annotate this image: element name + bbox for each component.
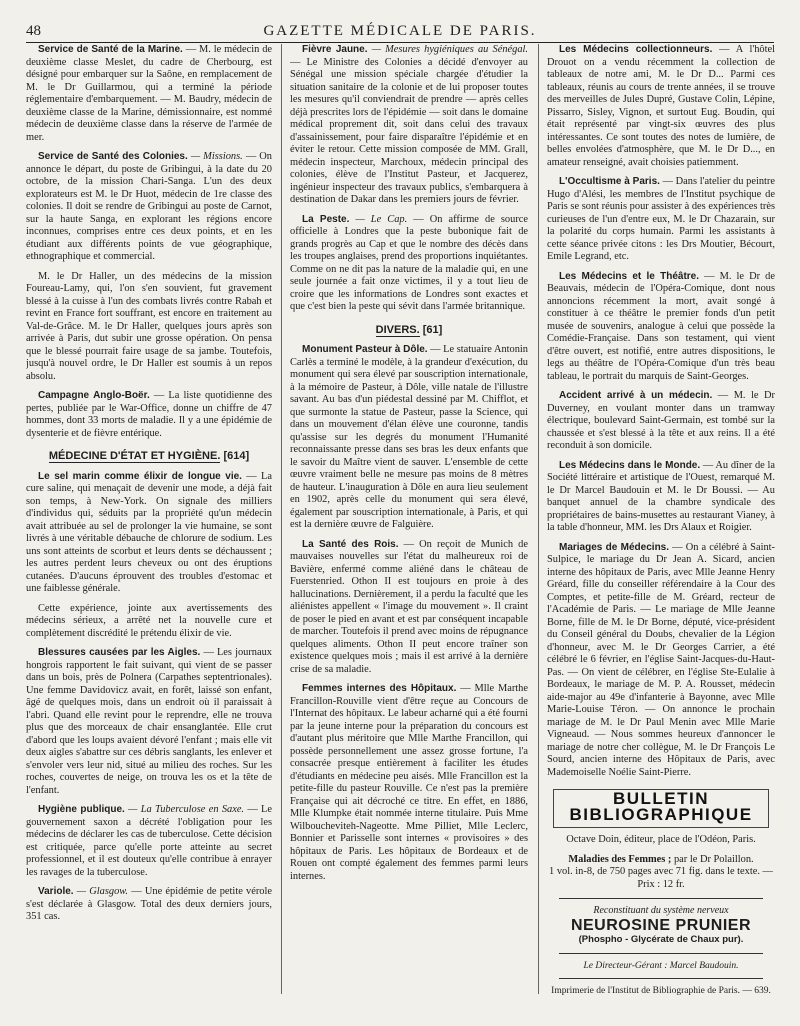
article-monde: Les Médecins dans le Monde. — Au dîner de la Société littéraire et artistique de l'Ouest, remarqué M. le Dr Marcel Baudouin et M. le Dr Boussi. — Au banquet annuel de la chambre syndicale des propriétaires de bains-musettes au restaurant Vianey, à la table d'honneur, MM. les Drs Alaux et Roigier.	[547, 459, 775, 533]
page-number: 48	[26, 23, 41, 39]
section-heading: MÉDECINE D'ÉTAT ET HYGIÈNE. [614]	[48, 450, 250, 462]
bulletin-publisher: Octave Doin, éditeur, place de l'Odéon, Paris.	[566, 834, 756, 845]
article-variole: Variole. — Glasgow. — Une épidémie de petite vérole s'est déclarée à Glasgow. Total des deux derniers jours, 351 cas.	[26, 886, 272, 922]
column-divider	[538, 44, 539, 994]
divider	[559, 953, 763, 954]
article-marine: Service de Santé de la Marine. — M. le médecin de deuxième classe Meslet, du cadre de Cherbourg, est désigné pour embarquer sur la Saône, en remplacement de M. le Dr Guillarmou, qui a terminé la période réglementaire d'embarquement. — M. Baudry, médecin de deuxième classe de la Marine, démissionnaire, est nommé médecin de deuxième classe dans la réserve de l'armée de mer.	[26, 44, 272, 143]
article-mariages: Mariages de Médecins. — On a célébré à Saint-Sulpice, le mariage du Dr Jean A. Sicard, ancien interne des hôpitaux de Paris, avec Mlle Jeanne Henry Gréard, fille du conseiller référendaire à la Cour des Comptes, et petite-fille de M. Gréard, recteur de l'Académie de Paris. — Le mariage de Mlle Jeanne Borne, fille de M. le Dr Borne, député, vice-président du Conseil général du Doubs, chevalier de la Légion d'honneur, avec M. le Dr Georges Carrier, a été célébré le 6 février, en l'église Saint-Jacques-du-Haut-Pas. — On vient de célébrer, en l'église Ste-Eulalie à Bordeaux, le mariage de M. P. A. Rousset, médecin aide-major au 49e d'infanterie à Bayonne, avec Mlle Marie-Louise Téron. — On annonce le prochain mariage de M. le Dr Paul Menin avec Mlle Marie Vigneaud. — Nous sommes heureux d'annoncer le mariage de notre cher collègue, M. le Dr François Le Sourd, ancien interne des Hôpitaux de Paris, avec Mademoiselle Noélie Saint-Pierre.	[547, 541, 775, 778]
article-hygiene: Hygiène publique. — La Tuberculose en Saxe. — Le gouvernement saxon a décrété l'obligation pour les médecins de déclarer les cas de tuberculose. Cette décision est critiquée, parce qu'elle porte atteinte au secret professionnel, et il est douteux qu'elle contribue à enrayer les ravages de la tuberculose.	[26, 804, 272, 878]
article-haller: M. le Dr Haller, un des médecins de la mission Foureau-Lamy, qui, l'on s'en souvient, fut gravement blessé à la cuisse à l'un des combats livrés contre Rabah et revint en France fort souffrant, est encore en traitement au Val-de-Grâce. M. le Dr Haller, quelques jours après son arrivée à Paris, dut subir une grosse opération. On pensa que le blessé pourrait faire usage de sa jambe. Toutefois, jusqu'à nouvel ordre, le Dr Haller est soumis à un repos absolu.	[26, 270, 272, 382]
ad-tagline: Reconstituant du système nerveux	[593, 905, 729, 916]
column-2	[290, 44, 528, 1016]
article-sel-marin-cont: Cette expérience, jointe aux avertissements des médecins sérieux, a arrêté net la nouvelle cure et complètement discrédité le prétendu élixir de vie.	[26, 602, 272, 639]
article-collectionneurs: Les Médecins collectionneurs. — A l'hôtel Drouot on a vendu récemment la collection de tableaux de notre ami, M. le Dr D... Parmi ces tableaux, réunis au cours de trente années, il se trouve des merveilles de Jules Dupré, Gustave Colin, Lépine, Pissarro, Sisley, Vignon, et surtout Eug. Boudin, qui était représenté par vingt-six œuvres des plus intéressantes. Ce sont toutes des notes de lumière, de belles envolées d'atmosphère, que M. le Dr D..., en amateur renseigné, avait choisies patiemment.	[547, 44, 775, 168]
article-sel-marin: Le sel marin comme élixir de longue vie. — La cure saline, qui menaçait de devenir une mode, a déjà fait son temps, à New-York. On signale des milliers d'individus qui, séduits par la propriété qu'un médecin avait attribuée au sel de prolonger la vie humaine, se sont livrés à une véritable débauche de chlorure de sodium. Les uns sont atteints de scorbut et leurs dents se déchaussent ; les autres perdent leurs cheveux ou ont des éruptions cutanées. D'aucuns éprouvent des troubles d'estomac et une faiblesse générale.	[26, 470, 272, 594]
article-colonies: Service de Santé des Colonies. — Missions. — On annonce le départ, du poste de Gribingui, à la date du 20 octobre, de la mission Chari-Sanga. L'un des deux explorateurs est M. le Dr Huot, médecin de 1re classe des colonies. Il doit se rendre de Gribingui au poste de Carnot, sur la haute Sanga, en explorant les régions encore inconnues, comprises entre ces deux points, et en les étudiant aux différents points de vue géographique, ethnographique et commercial.	[26, 151, 272, 262]
bulletin-title: BULLETIN BIBLIOGRAPHIQUE	[569, 789, 753, 824]
article-theatre: Les Médecins et le Théâtre. — M. le Dr de Beauvais, médecin de l'Opéra-Comique, dont nous annoncions récemment la mort, avait songé à constituer à ce théâtre le premier fonds d'un petit musée de souvenirs, analogue à celui que possède la Comédie-Française. Dans son testament, qui vient d'être ouvert, est notifié, entre autres dispositions, le legs au théâtre de l'Opéra-Comique d'un très beau tableau, le portrait du marquis de Saint-Georges.	[547, 270, 775, 382]
ad-product-desc: (Phospho - Glycérate de Chaux pur).	[578, 934, 744, 945]
article-occultisme: L'Occultisme à Paris. — Dans l'atelier du peintre Hugo d'Alési, les membres de l'Institut psychique de Paris se sont réunis pour assister à des expériences très curieuses de l'un d'entre eux, M. le Dr Chazarain, sur la polarité du corps humain. Parmi les assistants à cette séance privée citons : les Drs Moutier, Bécourt, Emile Legrand, etc.	[547, 176, 775, 262]
column-1	[26, 44, 272, 1016]
article-aigles: Blessures causées par les Aigles. — Les journaux hongrois rapportent le fait suivant, qui vient de se passer dans un bois, près de Polnera (Carpathes septentrionales). Une femme Davidovicz avait, en forêt, laissé son enfant, âgé de quelques mois, dans un endroit où il paraissait à l'abri. Quand elle revint pour le reprendre, elle ne trouva plus que des morceaux de chair ensanglantée. Elle crut d'abord que les loups avaient dévoré l'enfant ; mais elle vit deux aigles s'abattre sur ces débris sanglants, les enlever et s'envoler vers leur nid, situé au milieu des roches. Sur les roches, couvertes de neige, on trouva les os et la tête de l'enfant.	[26, 647, 272, 796]
divider	[559, 898, 763, 899]
journal-title: GAZETTE MÉDICALE DE PARIS.	[263, 23, 537, 39]
article-peste: La Peste. — Le Cap. — On affirme de source officielle à Londres que la peste bubonique fait de grands progrès au Cap et que le nombre des décès dans les troupes anglaises, prend des proportions inquiétantes. Comme on ne dit pas la nature de la maladie qui, en une seule journée a fait onze victimes, il y a tout lieu de croire que les informations de Londres sont exactes et que c'est bien la peste qui sévit dans l'armée britannique.	[290, 213, 528, 312]
ad-product-name: NEUROSINE PRUNIER	[570, 916, 752, 934]
column-divider	[281, 44, 282, 994]
director-line: Le Directeur-Gérant : Marcel Baudouin.	[583, 960, 739, 971]
article-anglo-boer: Campagne Anglo-Boër. — La liste quotidienne des pertes, publiée par le War-Office, donne un chiffre de 47 hommes, dont 33 morts de maladie. Il y a une épidémie de dysenterie et de fièvre entérique.	[26, 390, 272, 439]
bulletin-book: Maladies des Femmes ; par le Dr Polaillon. 1 vol. in-8, de 750 pages avec 71 fig. dans le texte. — Prix : 12 fr.	[549, 853, 773, 890]
bulletin-banner	[553, 789, 769, 828]
printer-line: Imprimerie de l'Institut de Bibliographie de Paris. — 639.	[551, 986, 771, 996]
article-fievre-jaune: Fièvre Jaune. — Mesures hygiéniques au Sénégal. — Le Ministre des Colonies a décidé d'envoyer au Sénégal une mission spéciale chargée d'étudier la situation sanitaire de la colonie et de lui proposer toutes les mesures qu'il conviendrait de prendre — après celles déjà prescrites lors de l'épidémie — soit dans le domaine médical proprement dit, soit dans celui des travaux d'assainissement, pour faire disparaître l'épidémie et en éviter le retour. Cette mission composée de MM. Grall, médecin inspecteur, Marchoux, médecin principal des colonies, élève de l'Institut Pasteur, et Jacquerez, ingénieur inspecteur des travaux publics, s'embarquera à destination de Dakar dans les premiers jours de février.	[290, 44, 528, 205]
column-3	[547, 44, 775, 1016]
divider	[559, 978, 763, 979]
section-heading: DIVERS. [61]	[375, 323, 443, 336]
article-pasteur: Monument Pasteur à Dôle. — Le statuaire Antonin Carlès a terminé le modèle, à la grandeur d'exécution, du monument qui sera élevé par souscription internationale, à la mémoire de Pasteur, à Dôle, ville natale de l'illustre savant. Au bas d'un piédestal dessiné par M. Chifflot, et que surmonte la statue de Pasteur, passe la Science, qui dans un mouvement d'élan élève une couronne, tandis qu'assise sur les degrés du monument l'Humanité reconnaissante presse dans ses bras les deux enfants que le savoir du Maître vient de sauver. L'ensemble de cette œuvre vraiment belle ne mesure pas moins de 8 mètres de hauteur. L'inauguration à Dôle en aura lieu seulement en 1902, après celle du monument qui sera élevé, également par souscription internationale, à Paris, et qui est la dernière œuvre de Falguière.	[290, 344, 528, 530]
page-header	[26, 18, 774, 43]
article-accident: Accident arrivé à un médecin. — M. le Dr Duverney, en voulant monter dans un tramway électrique, boulevard Saint-Germain, est tombé sur la chaussée et s'est blessé à la tête et aux reins. Il a été reconduit à son domicile.	[547, 390, 775, 451]
article-rois: La Santé des Rois. — On reçoit de Munich de mauvaises nouvelles sur l'état du malheureux roi de Bavière, enfermé comme aliéné dans le château de Fuerstenried. Othon II est toujours en proie à des hallucinations. Dernièrement, il a perdu la faculté que les aliénistes appellent « l'image du mouvement ». Il craint de poser le pied en avant et est par conséquent incapable de marcher. Toutefois il prend avec moins de répugnance quelques aliments. Othon II peut encore traîner son existence quelques mois ; mais il est arrivé à la dernière crise de sa maladie.	[290, 538, 528, 675]
article-femmes-internes: Femmes internes des Hôpitaux. — Mlle Marthe Francillon-Rouville vient d'être reçue au Concours de l'Internat des hôpitaux. Le labeur acharné qui a été fourni par la jeune interne pour la préparation du concours est d'autant plus méritoire que Mlle Marthe Francillon, qui possède personnellement une assez grosse fortune, l'a consacrée presque entièrement à faciliter les études d'étudiants en médecine peu aisés. Mlle Francillon est la petite-fille du pasteur Rouville. Ce n'est pas la première Française qui ait décroché ce titre. En effet, en 1886, Mlle Klumpke était nommée interne titulaire. Puis Mme Wilboucheviteh-Nageotte. Mme Pilliet, Mlle Leclerc, Bonnier et Parisselle sont internes « provisoires » des hôpitaux de Paris. Les hôpitaux de Bordeaux et de Rouen ont compté également des femmes parmi leurs internes.	[290, 683, 528, 882]
